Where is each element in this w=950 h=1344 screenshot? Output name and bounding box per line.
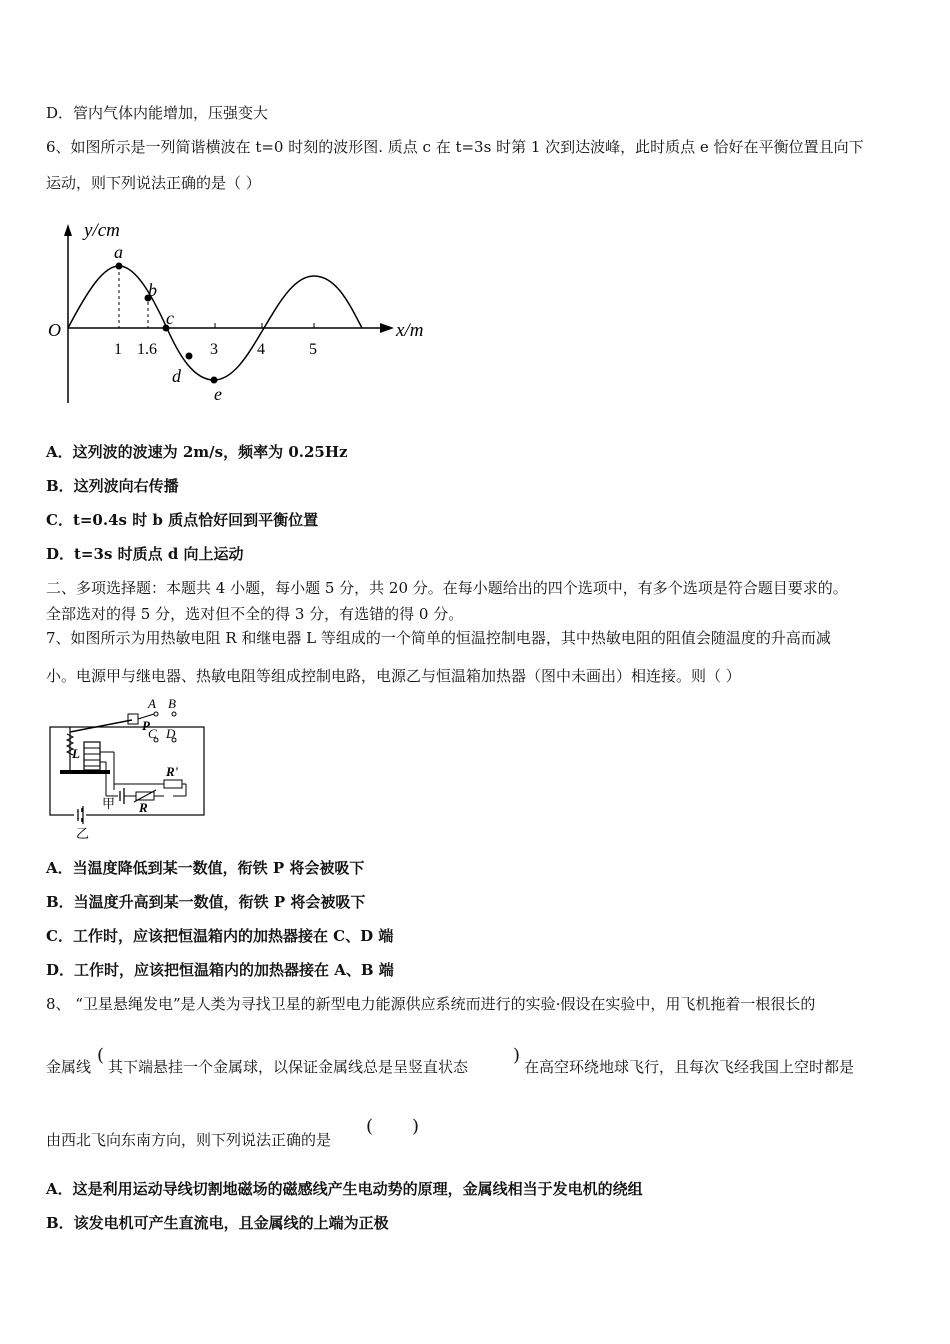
point-e-label: e <box>214 384 222 404</box>
q7-stem-line1: 7、如图所示为用热敏电阻 R 和继电器 L 等组成的一个简单的恒温控制电器，其中热敏电阻的阻值会随温度的升高而减 <box>46 629 831 647</box>
q7-option-b: B．当温度升高到某一数值，衔铁 P 将会被吸下 <box>46 893 366 911</box>
q8-stem-line2c: 在高空环绕地球飞行，且每次飞经我国上空时都是 <box>524 1058 855 1076</box>
q6-stem-line2: 运动，则下列说法正确的是（ ） <box>46 174 261 192</box>
point-d-label: d <box>172 366 181 386</box>
q8-paren-open-2: ( <box>366 1116 374 1137</box>
tick-1.6: 1.6 <box>137 341 157 358</box>
label-B: B <box>168 696 176 711</box>
label-L: L <box>72 746 80 761</box>
q8-option-a: A．这是利用运动导线切割地磁场的磁感线产生电动势的原理，金属线相当于发电机的绕组 <box>46 1180 643 1198</box>
q8-option-b: B．该发电机可产生直流电，且金属线的上端为正极 <box>46 1214 389 1232</box>
tick-4: 4 <box>257 341 265 358</box>
point-a-label: a <box>114 242 123 262</box>
q7-option-a: A．当温度降低到某一数值，衔铁 P 将会被吸下 <box>46 859 365 877</box>
q6-option-d: D．t=3s 时质点 d 向上运动 <box>46 545 244 563</box>
q8-paren-open-1: ( <box>97 1045 105 1066</box>
origin-label: O <box>48 320 61 340</box>
q5-option-d: D．管内气体内能增加，压强变大 <box>46 104 269 122</box>
q6-option-c: C．t=0.4s 时 b 质点恰好回到平衡位置 <box>46 511 319 529</box>
q7-stem-line2: 小。电源甲与继电器、热敏电阻等组成控制电路，电源乙与恒温箱加热器（图中未画出）相连接。则（ ） <box>46 667 741 685</box>
q8-stem-line2a: 金属线 <box>46 1058 92 1076</box>
q7-option-c: C．工作时，应该把恒温箱内的加热器接在 C、D 端 <box>46 927 394 945</box>
tick-5: 5 <box>309 341 317 358</box>
q6-wave-graph <box>44 218 444 408</box>
q7-circuit-diagram <box>44 692 214 842</box>
q6-option-b: B．这列波向右传播 <box>46 477 179 495</box>
q8-stem-line2b: 其下端悬挂一个金属球，以保证金属线总是呈竖直状态 <box>108 1058 469 1076</box>
q8-paren-close-1: ) <box>513 1045 521 1066</box>
label-jia: 甲 <box>102 796 116 811</box>
q7-option-d: D．工作时，应该把恒温箱内的加热器接在 A、B 端 <box>46 961 394 979</box>
point-b-label: b <box>148 280 157 300</box>
section2-line2: 全部选对的得 5 分，选对但不全的得 3 分，有选错的得 0 分。 <box>46 605 464 623</box>
label-yi: 乙 <box>76 826 90 841</box>
section2-line1: 二、多项选择题：本题共 4 小题，每小题 5 分，共 20 分。在每小题给出的四个选项中，有多个选项是符合题目要求的。 <box>46 579 848 597</box>
q8-stem-line3: 由西北飞向东南方向，则下列说法正确的是 <box>46 1131 332 1149</box>
label-R-prime: R' <box>166 764 179 779</box>
q8-paren-close-2: ) <box>412 1116 420 1137</box>
q6-option-a: A．这列波的波速为 2m/s，频率为 0.25Hz <box>46 443 348 461</box>
tick-3: 3 <box>210 341 218 358</box>
point-c-label: c <box>166 308 174 328</box>
label-D: D <box>166 726 176 741</box>
label-P: P <box>142 718 150 733</box>
y-axis-label: y/cm <box>84 220 120 241</box>
label-C: C <box>148 726 157 741</box>
label-R: R <box>139 800 148 815</box>
label-A: A <box>148 696 156 711</box>
q8-stem-line1: 8、 “卫星悬绳发电”是人类为寻找卫星的新型电力能源供应系统而进行的实验·假设在实验中，用飞机拖着一根很长的 <box>46 995 816 1013</box>
tick-1: 1 <box>114 341 122 358</box>
q6-stem-line1: 6、如图所示是一列简谐横波在 t=0 时刻的波形图. 质点 c 在 t=3s 时第 1 次到达波峰，此时质点 e 恰好在平衡位置且向下 <box>46 138 864 156</box>
x-axis-label: x/m <box>396 320 424 341</box>
